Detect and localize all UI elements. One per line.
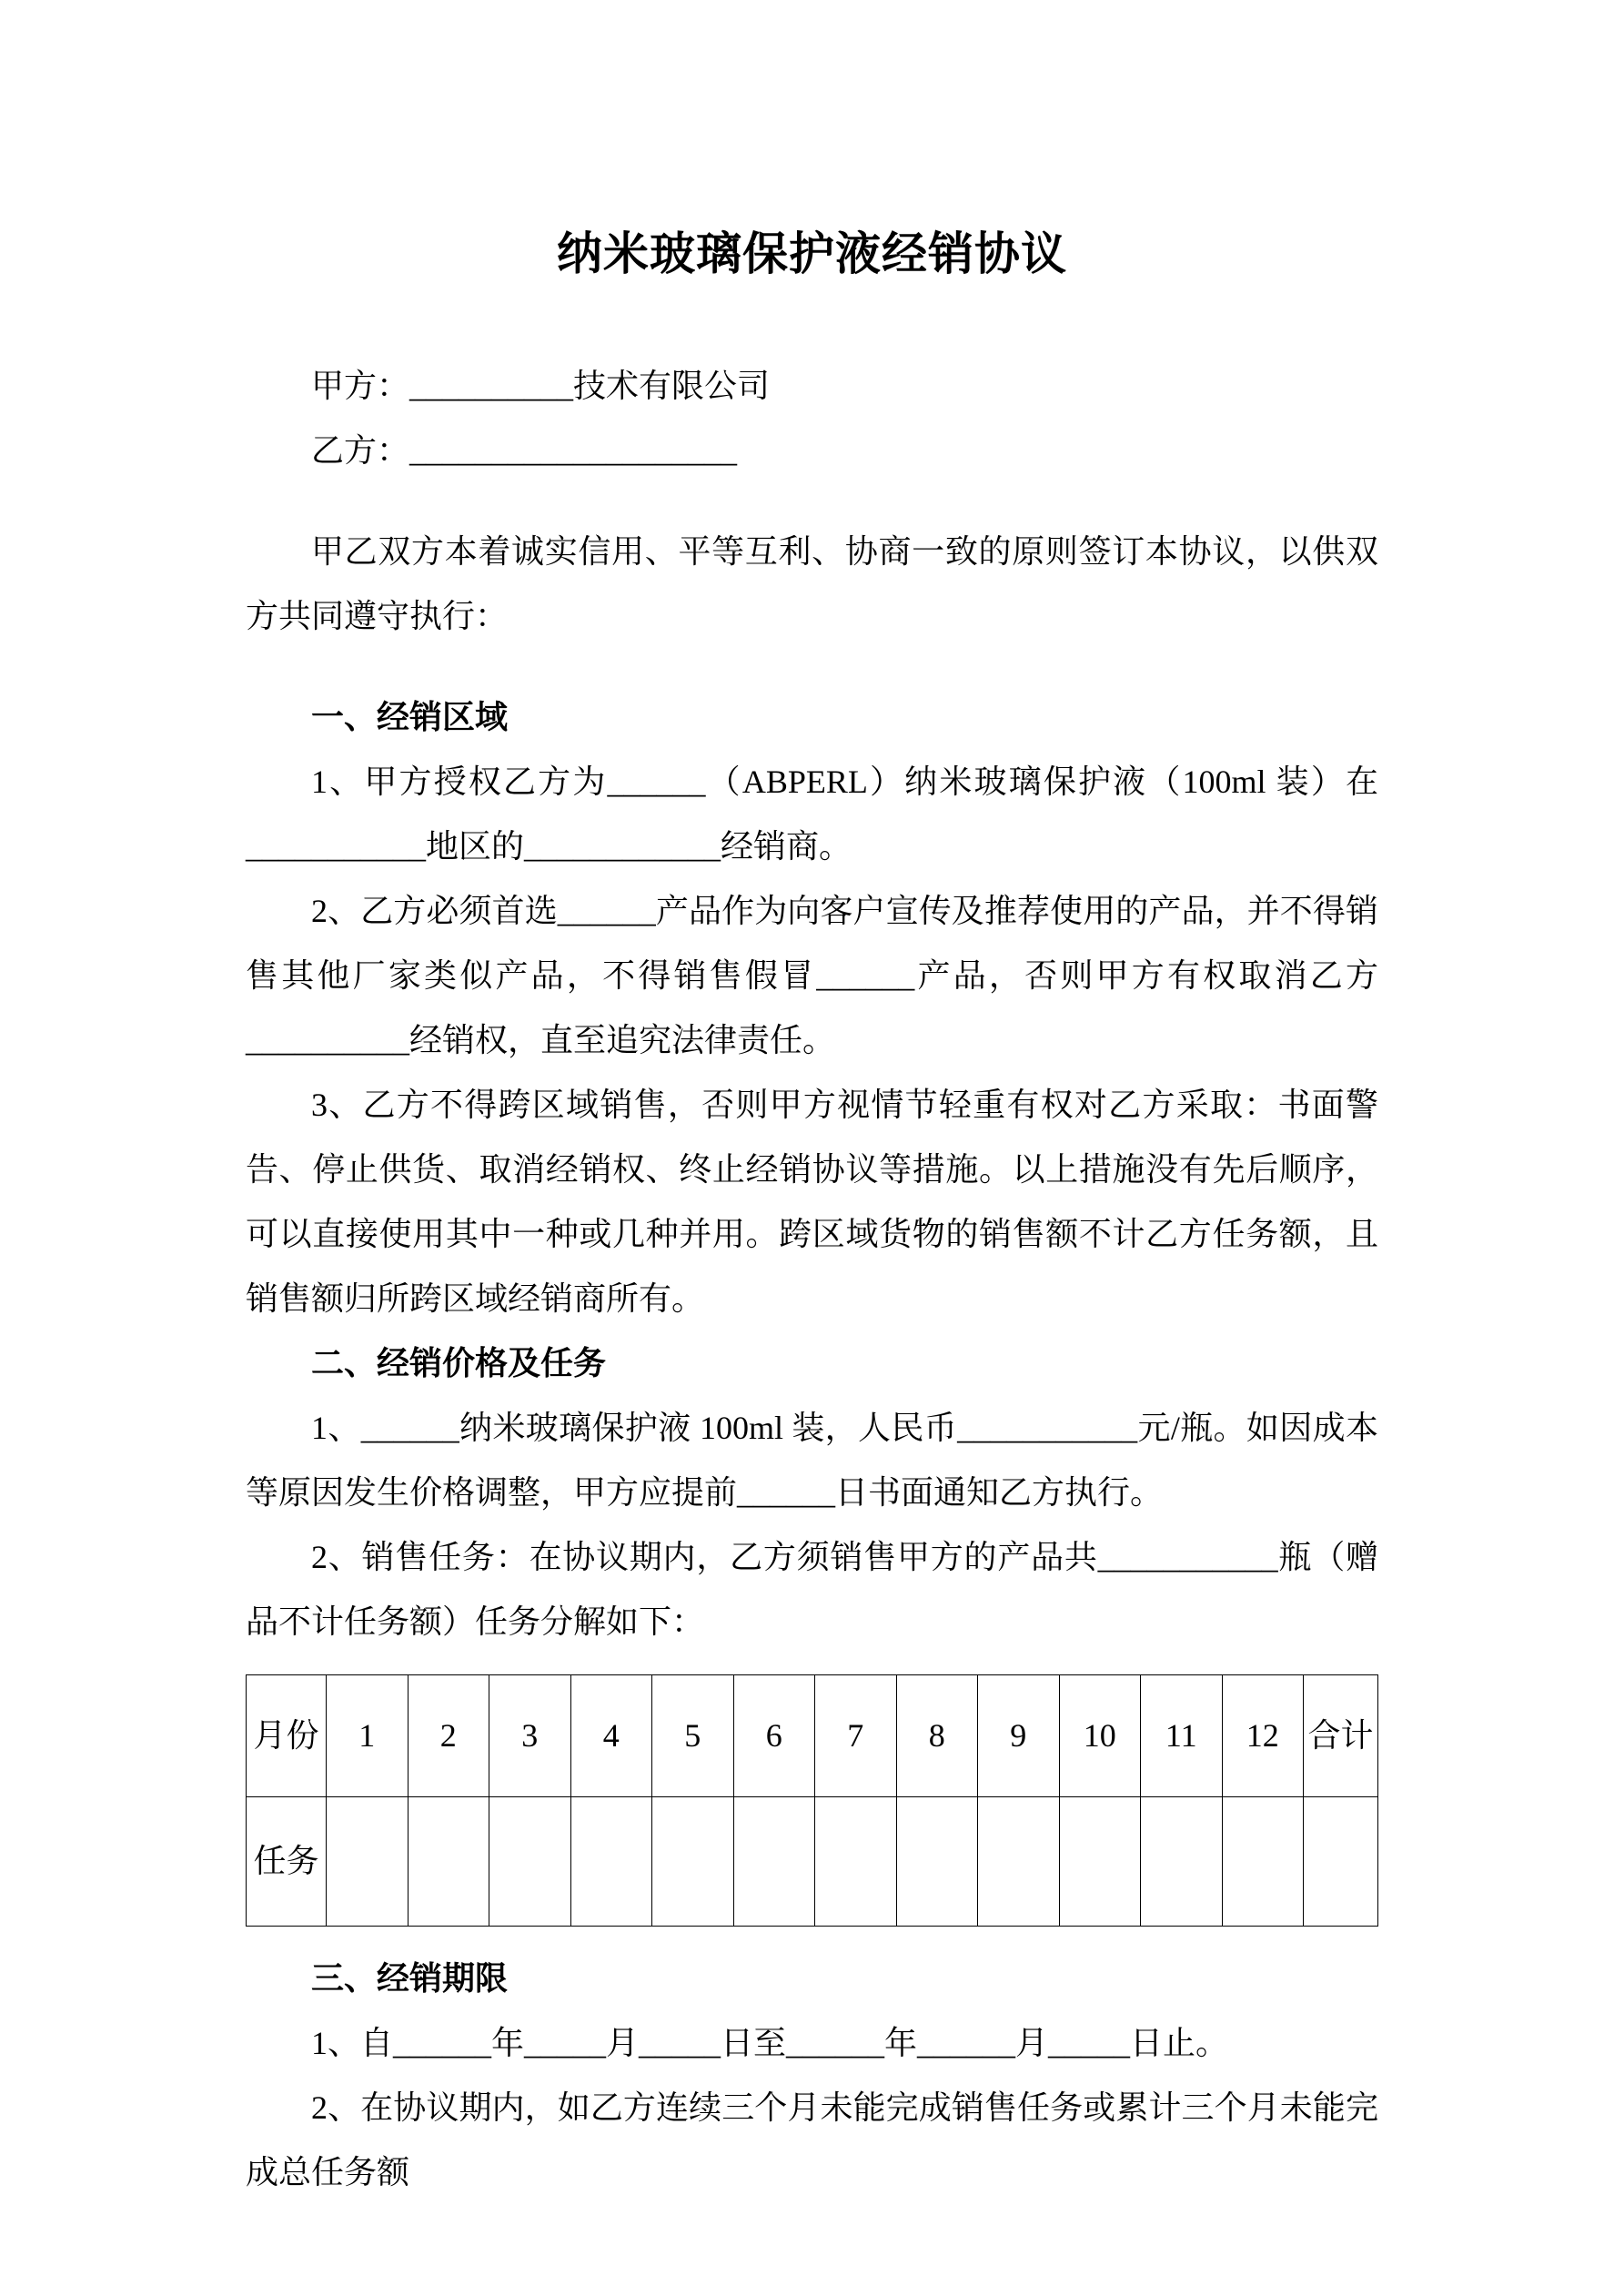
month-cell: 6: [733, 1674, 815, 1796]
month-cell: 9: [978, 1674, 1060, 1796]
party-b-line: 乙方：____________________: [311, 431, 738, 469]
section3: [246, 1947, 1378, 2205]
section1-heading: 一、经销区域: [311, 698, 509, 735]
task-value-cell: [489, 1796, 571, 1926]
task-value-cell: [733, 1796, 815, 1926]
task-value-cell: [1222, 1796, 1304, 1926]
table-row-months: [247, 1674, 1378, 1796]
task-value-cell: [327, 1796, 409, 1926]
task-total-cell: [1304, 1796, 1378, 1926]
section1-clause2: 2、乙方必须首选______产品作为向客户宣传及推荐使用的产品，并不得销售其他厂家类似产品，不得销售假冒______产品，否则甲方有权取消乙方__________经销权，直至追究法律责任。: [246, 892, 1378, 1058]
task-value-cell: [896, 1796, 978, 1926]
intro-paragraph: 甲乙双方本着诚实信用、平等互利、协商一致的原则签订本协议，以供双方共同遵守执行：: [246, 532, 1378, 634]
section2-clause2: 2、销售任务：在协议期内，乙方须销售甲方的产品共___________瓶（赠品不计任务额）任务分解如下：: [246, 1538, 1378, 1640]
task-value-cell: [570, 1796, 652, 1926]
month-cell: 10: [1059, 1674, 1141, 1796]
section2-clause1: 1、______纳米玻璃保护液 100ml 装，人民币___________元/瓶。如因成本等原因发生价格调整，甲方应提前______日书面通知乙方执行。: [246, 1409, 1378, 1511]
party-a-line: 甲方：__________技术有限公司: [311, 367, 771, 404]
section3-heading: 三、经销期限: [311, 1959, 509, 1997]
monthly-task-table: [246, 1674, 1378, 1927]
month-cell: 8: [896, 1674, 978, 1796]
month-cell: 3: [489, 1674, 571, 1796]
section1-clause1: 1、甲方授权乙方为______（ABPERL）纳米玻璃保护液（100ml 装）在___________地区的____________经销商。: [246, 763, 1378, 865]
task-value-cell: [1059, 1796, 1141, 1926]
section2-heading: 二、经销价格及任务: [311, 1344, 607, 1381]
task-label-cell: 任务: [247, 1796, 327, 1926]
month-cell: 7: [815, 1674, 897, 1796]
task-value-cell: [652, 1796, 734, 1926]
total-label-cell: 合计: [1304, 1674, 1378, 1796]
month-cell: 4: [570, 1674, 652, 1796]
document-title: 纳米玻璃保护液经销协议: [557, 228, 1067, 279]
month-label-cell: 月份: [247, 1674, 327, 1796]
task-value-cell: [978, 1796, 1060, 1926]
month-cell: 5: [652, 1674, 734, 1796]
month-cell: 1: [327, 1674, 409, 1796]
month-cell: 12: [1222, 1674, 1304, 1796]
section1-clause3: 3、乙方不得跨区域销售，否则甲方视情节轻重有权对乙方采取：书面警告、停止供货、取消经销权、终止经销协议等措施。以上措施没有先后顺序，可以直接使用其中一种或几种并用。跨区域货物的销售额不计乙方任务额，且销售额归所跨区域经销商所有。: [246, 1086, 1378, 1317]
task-value-cell: [408, 1796, 489, 1926]
month-cell: 2: [408, 1674, 489, 1796]
section3-clause2: 2、在协议期内，如乙方连续三个月未能完成销售任务或累计三个月未能完成总任务额: [246, 2089, 1378, 2190]
table-row-tasks: [247, 1796, 1378, 1926]
task-value-cell: [1141, 1796, 1223, 1926]
month-cell: 11: [1141, 1674, 1223, 1796]
task-value-cell: [815, 1796, 897, 1926]
section3-clause1: 1、自______年_____月_____日至______年______月_____日止。: [311, 2024, 1229, 2061]
